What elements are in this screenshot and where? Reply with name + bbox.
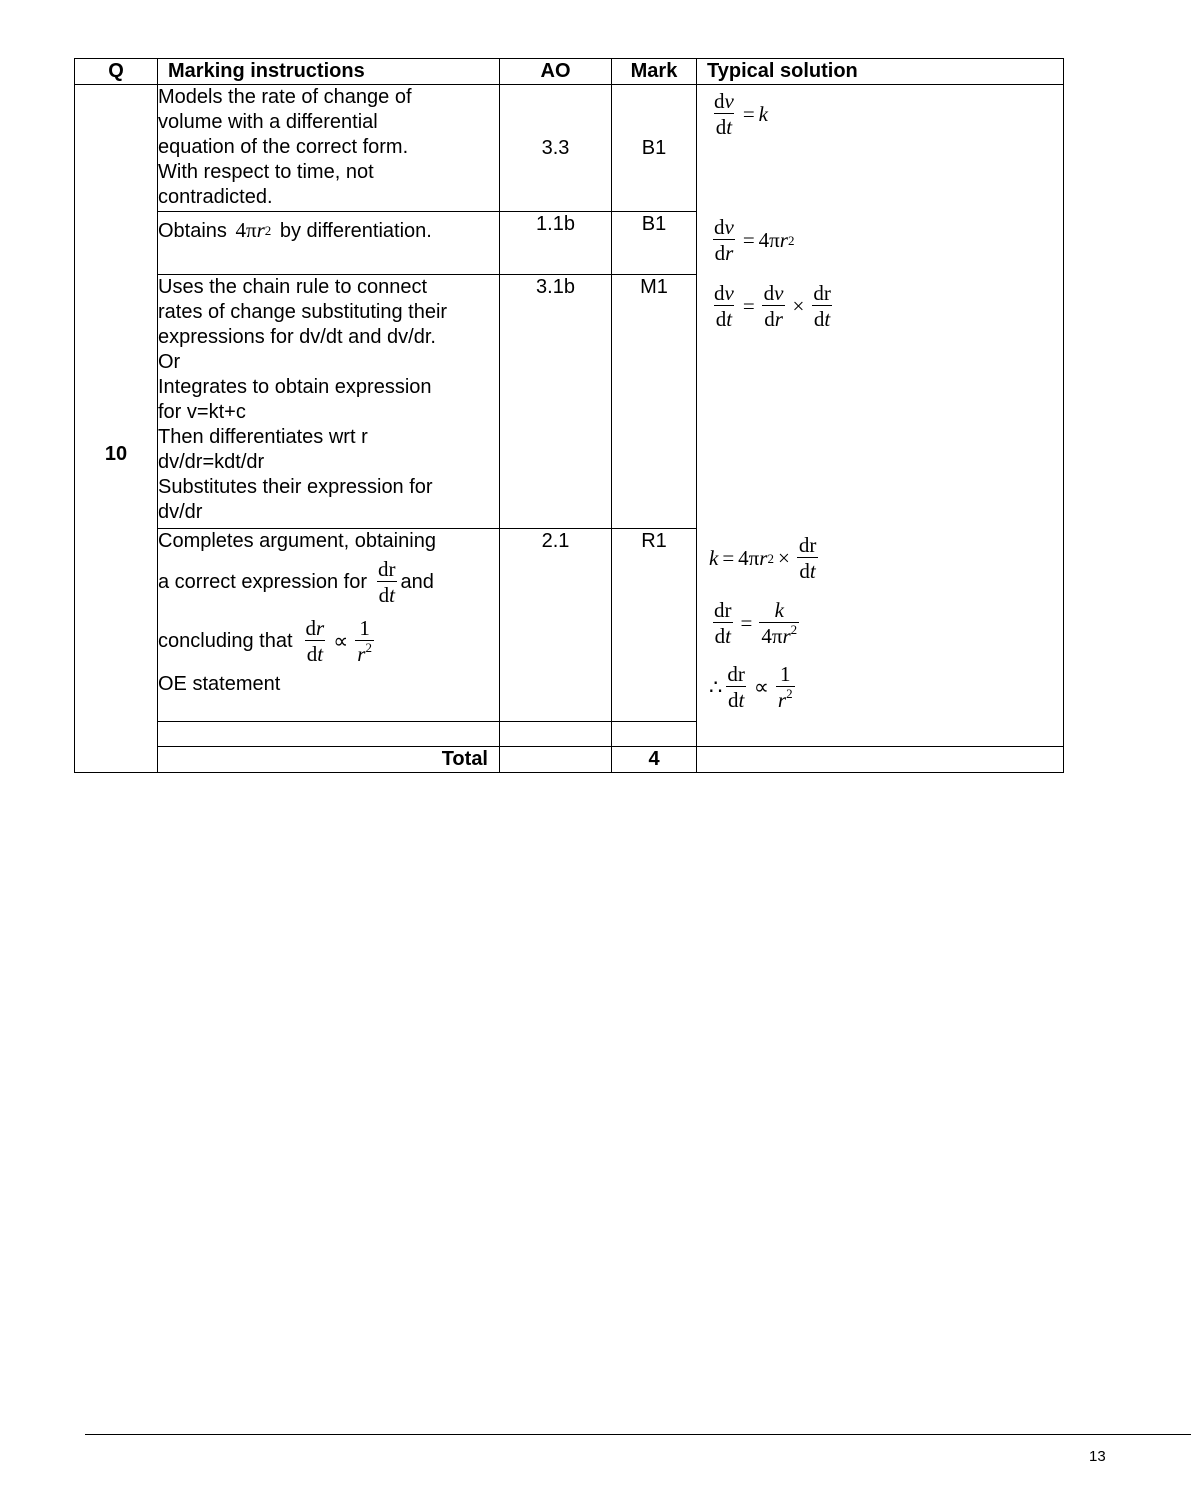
instruction-cell xyxy=(158,85,500,212)
instruction-line: dv/dr xyxy=(158,501,203,523)
empty-cell xyxy=(500,747,612,773)
instruction-line: equation of the correct form. xyxy=(158,136,409,158)
instruction-line: Completes argument, obtaining xyxy=(158,530,436,552)
instruction-line: Integrates to obtain expression xyxy=(158,376,432,398)
header-row xyxy=(75,59,1064,85)
instruction-line: expressions for dv/dt and dv/dr. xyxy=(158,326,436,348)
instruction-text: a correct expression for xyxy=(158,570,367,593)
ao-cell: 1.1b xyxy=(500,212,612,275)
empty-cell xyxy=(158,722,500,747)
page-number: 13 xyxy=(1089,1448,1106,1465)
ao-cell: 3.1b xyxy=(500,275,612,529)
header-ao: AO xyxy=(500,59,612,85)
header-solution: Typical solution xyxy=(697,59,1064,85)
question-number: 10 xyxy=(75,85,158,773)
instruction-line: With respect to time, not xyxy=(158,161,374,183)
total-mark: 4 xyxy=(612,747,697,773)
instruction-line: Uses the chain rule to connect xyxy=(158,276,428,298)
header-mark: Mark xyxy=(612,59,697,85)
instruction-text: Obtains xyxy=(158,220,227,242)
empty-cell xyxy=(612,722,697,747)
instruction-line: Or xyxy=(158,351,181,373)
instruction-line: OE statement xyxy=(158,673,281,695)
mark-cell: M1 xyxy=(612,275,697,529)
instruction-line: for v=kt+c xyxy=(158,401,246,423)
instruction-line: volume with a differential xyxy=(158,111,378,133)
instruction-line: dv/dr=kdt/dr xyxy=(158,451,265,473)
instruction-text: concluding that xyxy=(158,629,293,652)
instruction-line: a correct expression for $\frac{dr}{dt}$ and xyxy=(158,556,434,607)
mark-cell: R1 xyxy=(612,529,697,722)
instruction-line: concluding that $\frac{dr}{dt}$ ∝ $\frac{1}{r^2}$ xyxy=(158,615,372,666)
instruction-cell xyxy=(158,275,500,529)
instruction-line: Models the rate of change of xyxy=(158,86,412,108)
mark-scheme-table xyxy=(74,58,1064,773)
total-label: Total xyxy=(158,747,500,773)
instruction-line: Then differentiates wrt r xyxy=(158,426,368,448)
empty-cell xyxy=(500,722,612,747)
total-row xyxy=(75,747,1064,773)
solution-step-2: $\frac{dv}{dr}$ = 4π r 2 xyxy=(714,215,795,265)
solution-step-6: ∴ $\frac{dr}{dt}$ ∝ $\frac{1}{r^2}$ xyxy=(709,662,793,712)
solution-step-1: $\frac{dv}{dt}$ = k xyxy=(714,89,768,139)
ao-cell: 3.3 xyxy=(500,85,612,212)
empty-cell xyxy=(697,747,1064,773)
solution-step-3: $\frac{dv}{dt}$ = $\frac{dv}{dr}$ × $\frac{dr}{dt}$ xyxy=(714,281,831,331)
solution-step-4: k = 4π r 2 × $\frac{dr}{dt}$ xyxy=(709,533,817,583)
solution-cell xyxy=(697,85,1064,747)
instruction-text: by differentiation. xyxy=(279,220,432,242)
instruction-line: contradicted. xyxy=(158,186,273,208)
header-q: Q xyxy=(75,59,158,85)
instruction-line: Substitutes their expression for xyxy=(158,476,433,498)
solution-step-5: $\frac{dr}{dt}$ = $\frac{k}{4\pi r^2}$ xyxy=(714,598,798,648)
mark-cell: B1 xyxy=(612,85,697,212)
instruction-cell xyxy=(158,529,500,722)
table-row xyxy=(75,85,1064,212)
instruction-text: and xyxy=(400,570,434,593)
ao-cell: 2.1 xyxy=(500,529,612,722)
mark-cell: B1 xyxy=(612,212,697,275)
header-instructions: Marking instructions xyxy=(158,59,500,85)
instruction-line: rates of change substituting their xyxy=(158,301,448,323)
footer-divider xyxy=(85,1434,1191,1435)
instruction-cell: Obtains 4π r 2 by differentiation. xyxy=(158,212,500,275)
